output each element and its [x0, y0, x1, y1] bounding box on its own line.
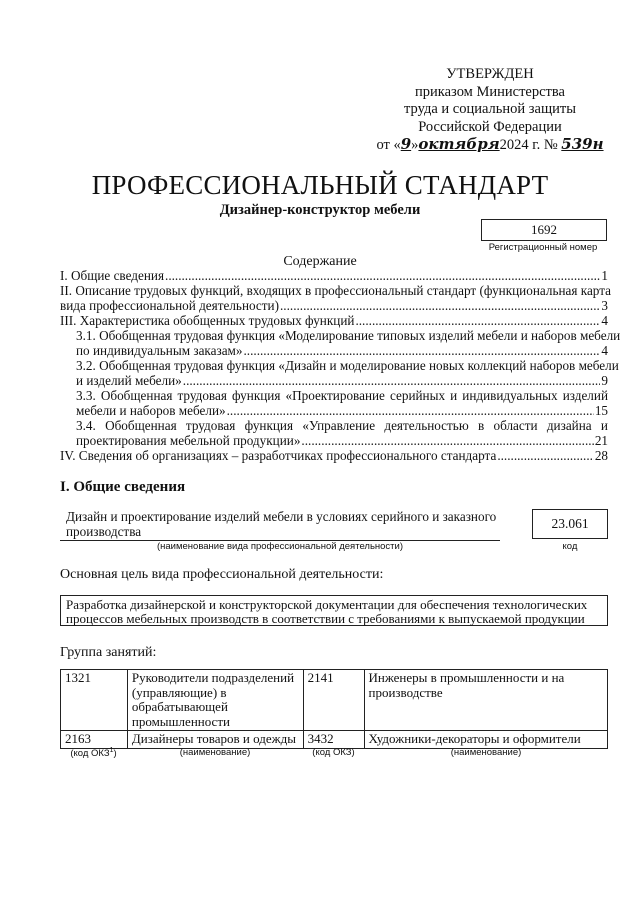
section-heading: I. Общие сведения	[60, 479, 186, 495]
toc-heading: Содержание	[283, 254, 357, 269]
toc-item[interactable]: IV. Сведения об организациях – разработчиках профессионального стандарта ..... 28	[60, 448, 608, 463]
occupation-name: Дизайнеры товаров и одежды	[127, 731, 303, 749]
date-day: 9	[400, 135, 412, 153]
date-mid: »	[411, 137, 419, 153]
activity-kind-caption: (наименование вида профессиональной деятельности)	[156, 541, 404, 552]
toc-item[interactable]: 3.2. Обобщенная трудовая функция «Дизайн и моделирование новых коллекций наборов мебели и изделий мебели» ..... 9	[60, 358, 608, 388]
approval-title: УТВЕРЖДЕН	[446, 66, 534, 82]
goal-box: Разработка дизайнерской и конструкторской документации для обеспечения технологических процессов мебельных производств в соответствии с требованиями к выпускаемой продукции	[60, 595, 608, 626]
column-caption: (код ОКЗ)	[312, 747, 355, 758]
occupation-name: Художники-декораторы и оформители	[364, 731, 608, 749]
order-number: 539н	[561, 135, 604, 153]
activity-code-caption: код	[562, 541, 578, 552]
toc-item[interactable]: I. Общие сведения ..... 1	[60, 268, 608, 283]
registration-number-box: 1692	[481, 219, 607, 241]
approval-date-line	[360, 136, 620, 155]
group-label: Группа занятий:	[60, 645, 157, 660]
toc-item[interactable]: 3.3. Обобщенная трудовая функция «Проектирование серийных и индивидуальных изделий мебели и наборов мебели» ..... 15	[60, 388, 608, 418]
approval-line: Российской Федерации	[418, 118, 562, 135]
toc-item[interactable]: 3.4. Обобщенная трудовая функция «Управление деятельностью в области дизайна и проектирования мебельной продукции» ..... 21	[60, 418, 608, 448]
registration-number-label: Регистрационный номер	[488, 242, 598, 253]
occupation-name: Руководители подразделений (управляющие) в обрабатывающей промышленности	[127, 670, 303, 731]
column-caption: (наименование)	[179, 747, 251, 758]
table-row	[61, 670, 608, 731]
activity-code-box: 23.061	[532, 509, 608, 539]
approval-line: труда и социальной защиты	[404, 101, 576, 117]
column-caption: (наименование)	[450, 747, 522, 758]
column-caption: (код ОКЗ$^1$)	[70, 747, 117, 760]
approval-block	[360, 66, 620, 155]
date-month: октября	[418, 135, 500, 153]
okz-code: 1321	[61, 670, 128, 731]
goal-label: Основная цель вида профессиональной деятельности:	[60, 567, 384, 582]
occupations-table	[60, 669, 608, 749]
occupation-name: Инженеры в промышленности и на производстве	[364, 670, 608, 731]
toc-item[interactable]: II. Описание трудовых функций, входящих в профессиональный стандарт (функциональная карта вида профессиональной деятельности) ..... 3	[60, 283, 608, 313]
okz-code: 3432	[303, 731, 364, 749]
date-prefix: от «	[376, 137, 401, 153]
approval-line: приказом Министерства	[415, 83, 565, 100]
page-subtitle: Дизайнер-конструктор мебели	[219, 202, 421, 218]
date-year: 2024 г. №	[499, 137, 558, 153]
table-of-contents	[60, 268, 621, 463]
activity-kind-text: Дизайн и проектирование изделий мебели в условиях серийного и заказного производства	[66, 509, 497, 539]
okz-code: 2141	[303, 670, 364, 731]
toc-item[interactable]: 3.1. Обобщенная трудовая функция «Моделирование типовых изделий мебели и наборов мебели по индивидуальным заказам» ..... 4	[60, 328, 608, 358]
table-row	[61, 731, 608, 749]
okz-code: 2163	[61, 731, 128, 749]
toc-item[interactable]: III. Характеристика обобщенных трудовых функций ..... 4	[60, 313, 608, 328]
page-title: ПРОФЕССИОНАЛЬНЫЙ СТАНДАРТ	[91, 170, 549, 200]
